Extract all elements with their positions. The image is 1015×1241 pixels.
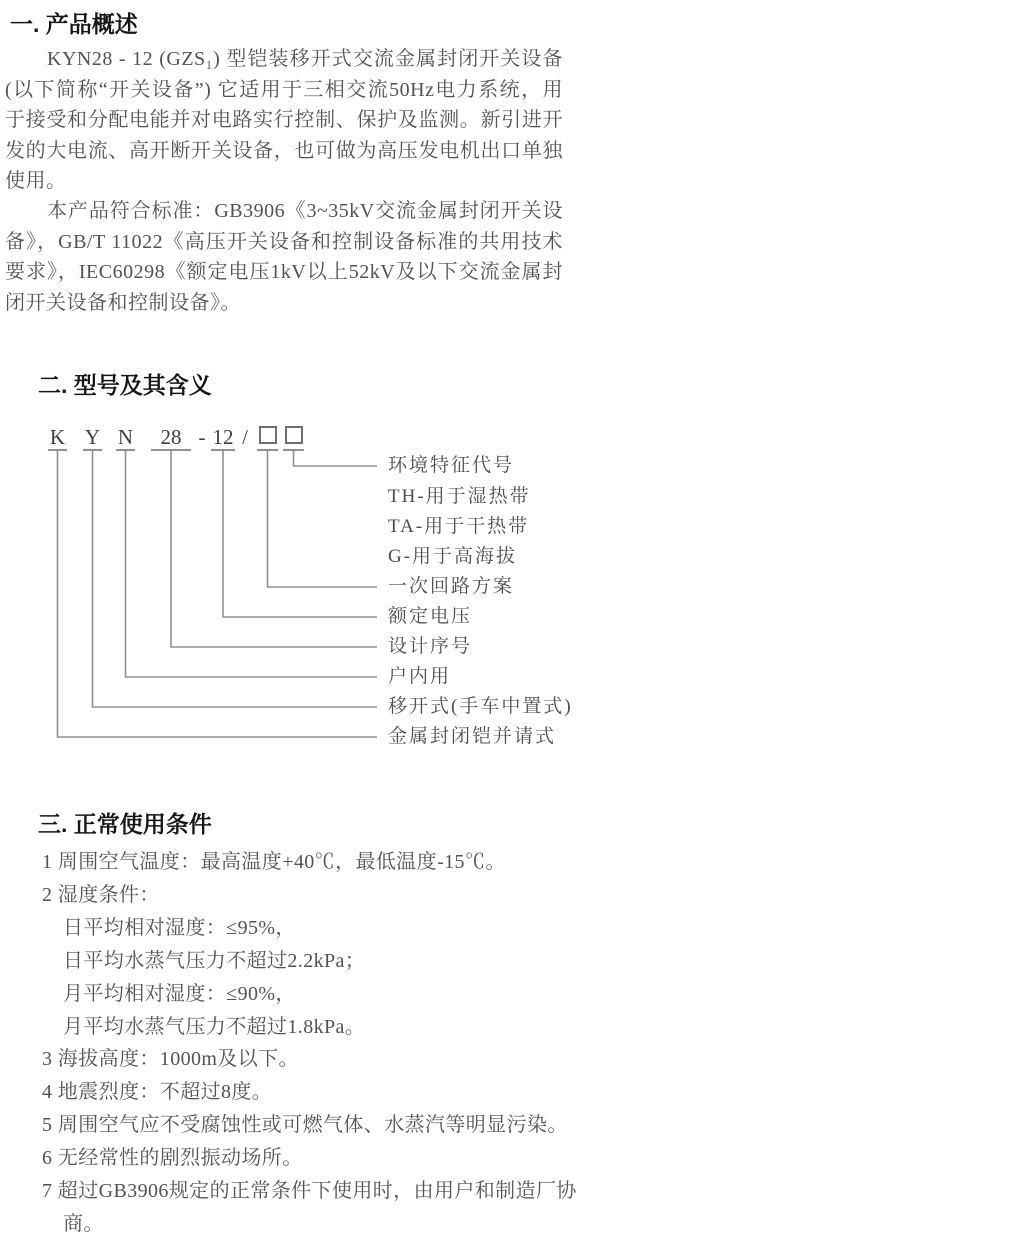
list-item: 1 周围空气温度：最高温度+40℃，最低温度-15℃。 (42, 851, 506, 873)
model-token-28: 28 (151, 426, 191, 451)
diagram-label-rated-voltage: 额定电压 (388, 606, 473, 627)
list-item-continuation: 商。 (63, 1212, 104, 1235)
diagram-label-design-serial: 设计序号 (388, 636, 473, 657)
paragraph-line: 本产品符合标准：GB3906《3~35kV交流金属封闭开关设 (47, 200, 563, 222)
diagram-label-withdrawable-type: 移开式(手车中置式) (388, 696, 573, 717)
list-subitem: 月平均水蒸气压力不超过1.8kPa。 (63, 1015, 366, 1038)
diagram-label-g: G-用于高海拔 (388, 546, 518, 567)
model-token-slash: / (242, 425, 248, 449)
diagram-label-th: TH-用于湿热带 (388, 486, 531, 507)
list-item: 5 周围空气应不受腐蚀性或可燃气体、水蒸汽等明显污染。 (42, 1114, 568, 1137)
placeholder-box-icon (259, 426, 277, 444)
model-placeholder-2 (283, 426, 304, 451)
paragraph-line: 于接受和分配电能并对电路实行控制、保护及监测。新引进开 (5, 109, 563, 131)
section1-paragraph-1 (5, 44, 563, 197)
model-token-y: Y (84, 425, 101, 449)
model-token-hyphen: - (198, 425, 206, 449)
list-subitem: 日平均相对湿度：≤95%， (63, 916, 296, 939)
model-token-k: K (49, 425, 66, 449)
section3-heading: 三. 正常使用条件 (38, 811, 212, 837)
placeholder-box-icon (285, 426, 303, 444)
paragraph-line: 要求》，IEC60298《额定电压1kV以上52kV及以下交流金属封 (5, 261, 563, 283)
section3-conditions-list (42, 846, 682, 1241)
section2-heading: 二. 型号及其含义 (38, 372, 212, 398)
diagram-label-metal-enclosed: 金属封闭铠并请式 (388, 726, 557, 747)
diagram-label-environment-code: 环境特征代号 (388, 455, 515, 476)
paragraph-line: 闭开关设备和控制设备》。 (5, 291, 241, 314)
paragraph-line: 使用。 (5, 170, 67, 192)
list-item: 4 地震烈度：不超过8度。 (42, 1081, 273, 1104)
paragraph-line: 发的大电流、高开断开关设备，也可做为高压发电机出口单独 (5, 139, 563, 162)
model-token-n: N (117, 425, 134, 449)
section1-heading: 一. 产品概述 (10, 11, 138, 37)
section1-paragraph-2 (5, 196, 563, 318)
list-subitem: 日平均水蒸气压力不超过2.2kPa； (63, 949, 366, 972)
model-placeholder-1 (257, 426, 278, 451)
paragraph-line: 备》，GB/T 11022《高压开关设备和控制设备标准的共用技术 (5, 230, 563, 253)
paragraph-line: KYN28 - 12 (GZS₁) 型铠装移开式交流金属封闭开关设备 (47, 48, 563, 70)
diagram-label-ta: TA-用于干热带 (388, 516, 530, 537)
list-item: 3 海拔高度：1000m及以下。 (42, 1048, 299, 1071)
list-item: 7 超过GB3906规定的正常条件下使用时，由用户和制造厂协 (42, 1180, 577, 1203)
model-token-12: 12 (212, 425, 234, 449)
list-subitem: 月平均相对湿度：≤90%， (63, 982, 296, 1005)
diagram-label-indoor-use: 户内用 (388, 666, 452, 687)
paragraph-line: (以下简称“开关设备”) 它适用于三相交流50Hz电力系统，用 (5, 78, 563, 101)
list-item: 6 无经常性的剧烈振动场所。 (42, 1147, 303, 1170)
diagram-label-primary-circuit: 一次回路方案 (388, 576, 515, 597)
list-item: 2 湿度条件： (42, 883, 160, 906)
